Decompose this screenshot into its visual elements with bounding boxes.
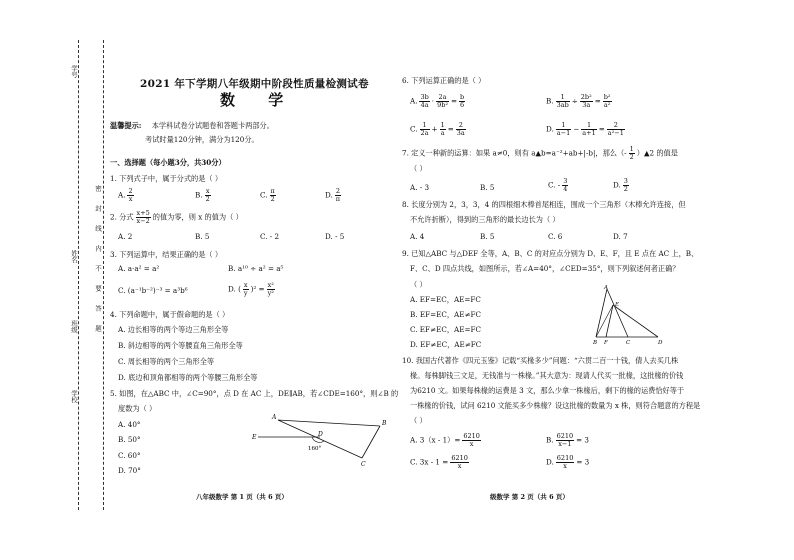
footer-right: 级数学 第 2 页（共 6 页） (490, 493, 569, 501)
seal-word-5: 不 (94, 265, 102, 272)
subject-title: 数 学 (220, 91, 298, 109)
q5-option-d: D. 70° (118, 466, 141, 475)
school-label: 学校 (70, 390, 78, 403)
q2-stem: 2. 分式 $\frac{x+5}{x-2}$ 的值为零，则 x 的值为（ ） (110, 209, 243, 225)
q10-line2: 椽。每株脚钱三文足，无钱准与一株椽。”其大意为：现请人代买一批椽，这批椽的价钱 (410, 371, 684, 380)
segment-ef (606, 305, 613, 337)
number-label: 学号 (70, 65, 78, 78)
q8-stem-line1: 8. 长度分别为 2，3，3，4 的四根细木棒首尾相连，围成一个三角形（木棒允许连接，但 (402, 200, 686, 209)
q5-triangle-figure (250, 410, 400, 470)
q8-option-d: D. 7 (613, 232, 628, 241)
q7-option-d: D. $\frac{3}{2}$ (613, 177, 628, 193)
q9-triangle-figure (588, 283, 668, 345)
q9-stem-line2: F、C、D 四点共线，如图所示，若∠A=40°，∠CED=35°，则下列叙述何者正确？ (410, 264, 680, 273)
seal-dashed-line-inner (103, 40, 104, 510)
q1-option-c: C. $\frac{\pi}{2}$ (260, 187, 275, 203)
q9-option-a: A. EF=EC，AE=FC (410, 295, 481, 304)
q5-stem-line2: 度数为（ ） (118, 404, 157, 413)
q3-option-b: B. a¹⁰ ÷ a² = a⁵ (228, 264, 284, 273)
q3-stem: 3. 下列运算中，结果正确的是（ ） (110, 250, 223, 259)
q8-option-b: B. 5 (480, 232, 495, 241)
q6-option-d: D. $\frac{1}{a-1}$ − $\frac{1}{a+1}$ = $\frac{2}{\text{a²−1}}$ (546, 121, 624, 137)
q8-option-c: C. 6 (548, 232, 563, 241)
section-title: 一、选择题（每小题3分，共30分） (110, 158, 226, 167)
segment-be (596, 305, 613, 337)
seal-word-3: 线 (94, 225, 102, 232)
q4-option-a: A. 边长相等的两个等边三角形全等 (118, 325, 229, 334)
q9-option-d: D. EF≠EC，AE≠FC (410, 340, 482, 349)
q10-line1: 10. 我国古代著作《四元玉鉴》记载“买椽多少”问题：“六贯二百一十钱，倩人去买几株 (402, 356, 679, 365)
q10-option-d: D. $\frac{6210}{x}$ = 3 (546, 454, 590, 470)
q8-stem-line2: 不允许折断），得到的三角形的最长边长为（ ） (410, 215, 560, 224)
q10-line5: （ ） (410, 416, 427, 425)
q4-option-b: B. 斜边相等的两个等腰直角三角形全等 (118, 341, 243, 350)
seal-word-1: 密 (94, 185, 102, 192)
q4-option-d: D. 底边和顶角都相等的两个等腰三角形全等 (118, 373, 258, 382)
seal-word-6: 要 (94, 285, 102, 292)
q7-option-c: C. - $\frac{3}{4}$ (548, 177, 568, 193)
seal-word-4: 内 (94, 245, 102, 252)
q7-option-a: A. - 3 (410, 183, 430, 192)
q9-paren: （ ） (410, 280, 427, 289)
label-a: A (604, 285, 608, 291)
q9-option-b: B. EF=EC，AE≠FC (410, 310, 481, 319)
segment-ac (278, 420, 362, 458)
label-c: C (626, 340, 631, 345)
q3-option-d: D. ( $\frac{x}{y}$ )² = $\frac{\text{x²}}{\text{y²}}$ (228, 281, 274, 297)
exam-title: 2021 年下学期八年级期中阶段性质量检测试卷 (140, 78, 369, 90)
q10-option-b: B. $\frac{6210}{x-1}$ = 3 (546, 432, 590, 448)
label-e: E (252, 434, 257, 441)
segment-ed (613, 305, 658, 337)
label-d: D (318, 431, 323, 438)
q8-option-a: A. 4 (410, 232, 425, 241)
q6-option-a: A. $\frac{3b}{4a}$ · $\frac{2a}{\text{9b²}}$ = $\frac{b}{6}$ (410, 93, 465, 109)
q5-option-a: A. 40° (118, 420, 141, 429)
q6-option-c: C. $\frac{1}{2a}$ + $\frac{1}{a}$ = $\frac{2}{3a}$ (410, 121, 465, 137)
label-b: B (382, 420, 387, 427)
footer-left: 八年级数学 第 1 页（共 6 页） (196, 493, 288, 501)
q2-option-b: B. 5 (195, 232, 210, 241)
label-f: F (604, 340, 608, 345)
seal-word-7: 答 (94, 305, 102, 312)
q4-option-c: C. 周长相等的两个三角形全等 (118, 357, 215, 366)
q3-option-c: C. (a⁻¹b⁻²)⁻³ = a³b⁶ (118, 286, 188, 295)
name-label: 姓名 (70, 250, 78, 263)
q5-option-b: B. 50° (118, 435, 141, 444)
q9-option-c: C. EF≠EC，AE=FC (410, 325, 481, 334)
notice-label: 温馨提示: (110, 121, 142, 130)
label-c: C (361, 461, 366, 468)
q6-stem: 6. 下列运算正确的是（ ） (402, 76, 486, 85)
notice-line1: 本学科试卷分试题卷和答题卡两部分。 (151, 121, 274, 130)
label-b: B (593, 340, 598, 345)
q1-stem: 1. 下列式子中，属于分式的是（ ） (110, 174, 223, 183)
segment-ab (596, 289, 607, 337)
q3-option-a: A. a·a² = a² (118, 264, 160, 273)
label-e: E (615, 302, 620, 308)
q10-line3: 为6210 文。如果每株椽的运费是 3 文，那么少拿一株椽后，剩下的椽的运费恰好等于 (410, 386, 685, 395)
seal-word-2: 封 (94, 205, 102, 212)
q7-option-b: B. 5 (480, 183, 495, 192)
seal-dashed-line-outer (78, 40, 79, 510)
label-d: D (658, 340, 663, 345)
q10-option-a: A. 3（x - 1）= $\frac{6210}{x}$ (410, 432, 480, 448)
q5-option-c: C. 60° (118, 451, 141, 460)
q2-option-d: D. - 5 (325, 232, 345, 241)
q7-stem: 7. 定义一种新的运算：如果 a≠0，则有 a▲b=a⁻²+ab+|-b|，那么（- $\frac{1}{2}$ ）▲2 的值是 (402, 145, 678, 161)
notice (110, 121, 274, 130)
q5-stem-line1: 5. 如图，在△ABC 中，∠C=90°，点 D 在 AC 上，DE∥AB，若∠CDE=160°，则∠B 的 (110, 389, 399, 398)
q1-option-a: A. $\frac{2}{x}$ (118, 187, 133, 203)
seal-word-8: 题 (94, 325, 102, 332)
segment-ab (278, 420, 380, 426)
q10-option-c: C. 3x - 1 = $\frac{6210}{x}$ (410, 454, 468, 470)
q6-option-b: B. $\frac{1}{3ab}$ ÷ $\frac{\text{2b²}}{3a}$ = $\frac{\text{b²}}{\text{a²}}$ (546, 93, 611, 109)
q10-line4: 一株椽的价钱，试问 6210 文能买多少株椽？设这批椽的数量为 x 株，则符合题意的方程是 (410, 401, 701, 410)
notice-line2: 考试时量120分钟，满分为120分。 (145, 135, 259, 144)
q4-stem: 4. 下列命题中，属于假命题的是（ ） (110, 310, 230, 319)
class-label: 班级 (70, 320, 78, 333)
label-a: A (272, 414, 277, 421)
q1-option-d: D. $\frac{2}{\pi}$ (325, 187, 341, 203)
q9-stem-line1: 9. 已知△ABC 与△DEF 全等，A、B、C 的对应点分别为 D、E、F，且 E 点在 AC 上，B、 (402, 249, 699, 258)
q2-option-c: C. - 2 (260, 232, 280, 241)
q7-paren: （ ） (410, 164, 427, 173)
q1-option-b: B. $\frac{x}{2}$ (195, 187, 210, 203)
label-angle: 160° (308, 446, 322, 452)
q2-option-a: A. 2 (118, 232, 133, 241)
segment-bc (362, 426, 380, 458)
